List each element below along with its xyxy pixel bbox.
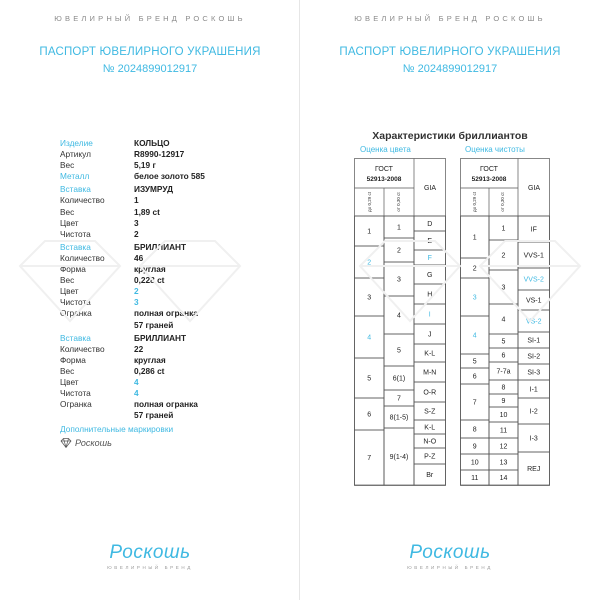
insert1-qty bbox=[60, 195, 270, 206]
spec-value: 2 bbox=[134, 286, 139, 297]
color-cell-gia: F bbox=[427, 255, 432, 262]
clarity-cell-b: 7-7a bbox=[496, 368, 511, 376]
clarity-cell-gia: REJ bbox=[527, 466, 541, 473]
small-logo-text: Роскошь bbox=[75, 438, 112, 449]
spec-value: БРИЛЛИАНТ bbox=[134, 241, 187, 252]
brand-line: ЮВЕЛИРНЫЙ БРЕНД РОСКОШЬ bbox=[54, 14, 246, 23]
clarity-cell-gia: I-1 bbox=[529, 386, 538, 394]
spec-label: Цвет bbox=[60, 217, 79, 228]
clarity-cell-b: 2 bbox=[501, 252, 506, 260]
characteristics-title: Характеристики бриллиантов bbox=[372, 130, 528, 142]
insert3-shape bbox=[60, 355, 270, 366]
spec-value: 22 bbox=[134, 343, 144, 354]
spec-label: Цвет bbox=[60, 286, 79, 297]
spec-label: Форма bbox=[60, 264, 86, 275]
color-cell-gia: P-Z bbox=[424, 453, 436, 461]
clarity-cell-gia: VS-2 bbox=[525, 318, 542, 326]
color-cell-a: 1 bbox=[367, 228, 372, 236]
clarity-cell-a: 3 bbox=[472, 294, 477, 302]
color-cell-a: 4 bbox=[367, 334, 372, 342]
spec-label: Вставка bbox=[60, 184, 91, 195]
logo-subtitle: ЮВЕЛИРНЫЙ БРЕНД bbox=[107, 565, 193, 570]
spec-value: 2 bbox=[134, 228, 139, 239]
clarity-cell-a: 6 bbox=[472, 373, 477, 381]
color-cell-a: 2 bbox=[367, 259, 372, 267]
spec-label: Огранка bbox=[60, 399, 92, 410]
spec-label: Изделие bbox=[60, 138, 93, 148]
color-cell-b: 3 bbox=[397, 276, 401, 284]
insert3-cut2 bbox=[60, 410, 270, 421]
insert3-row bbox=[60, 333, 270, 344]
color-grade-title: Оценка цвета bbox=[360, 145, 411, 154]
col-a-header: до 0,29 ct bbox=[367, 192, 372, 212]
color-cell-b: 4 bbox=[397, 312, 401, 320]
clarity-cell-gia: VVS-2 bbox=[523, 276, 544, 284]
insert3-weight bbox=[60, 366, 270, 377]
color-cell-b: 9(1-4) bbox=[389, 454, 409, 461]
spec-label: Цвет bbox=[60, 376, 79, 387]
brand-logo-right bbox=[300, 542, 600, 570]
clarity-cell-b: 1 bbox=[501, 225, 506, 233]
insert3-clarity bbox=[60, 388, 270, 399]
color-cell-a: 6 bbox=[367, 411, 372, 419]
color-cell-gia: J bbox=[428, 331, 432, 339]
color-cell-gia: Br bbox=[426, 472, 434, 479]
spec-value: 0,228 ct bbox=[134, 275, 165, 286]
clarity-cell-b: 8 bbox=[501, 384, 506, 392]
clarity-cell-b: 9 bbox=[501, 398, 506, 405]
logo-subtitle: ЮВЕЛИРНЫЙ БРЕНД bbox=[407, 565, 493, 570]
brand-logo-left bbox=[0, 542, 300, 570]
spec-value: 0,286 ct bbox=[134, 365, 165, 376]
spec-value: 3 bbox=[134, 297, 139, 308]
spec-label: Огранка bbox=[60, 308, 92, 319]
color-cell-gia: N-O bbox=[423, 438, 437, 446]
clarity-cell-gia: I-2 bbox=[529, 408, 538, 416]
spec-value: БРИЛЛИАНТ bbox=[134, 332, 187, 343]
clarity-cell-gia: SI-2 bbox=[527, 353, 541, 361]
clarity-cell-a: 4 bbox=[472, 332, 477, 340]
insert1-weight bbox=[60, 207, 270, 218]
color-cell-a: 3 bbox=[367, 294, 372, 302]
spec-label: Металл bbox=[60, 171, 90, 182]
color-cell-b: 6(1) bbox=[392, 375, 406, 383]
insert1-row bbox=[60, 184, 270, 195]
spec-label: Вставка bbox=[60, 332, 91, 343]
spec-label: Вес bbox=[60, 365, 75, 376]
spec-value: полная огранка bbox=[134, 399, 198, 410]
spec-row-metal bbox=[60, 171, 270, 182]
color-cell-b: 5 bbox=[397, 347, 401, 355]
spec-label: Вставка bbox=[60, 241, 91, 252]
extra-markings-label: Дополнительные маркировки bbox=[60, 424, 174, 435]
spec-label: Вес bbox=[60, 275, 75, 286]
passport-title: ПАСПОРТ ЮВЕЛИРНОГО УКРАШЕНИЯ bbox=[339, 46, 561, 58]
clarity-cell-b: 12 bbox=[499, 443, 508, 451]
color-cell-b: 8(1-5) bbox=[389, 414, 409, 422]
spec-value: круглая bbox=[134, 264, 166, 275]
spec-value: 3 bbox=[134, 217, 139, 228]
gost-label: ГОСТ bbox=[375, 166, 393, 173]
clarity-cell-gia: I-3 bbox=[529, 435, 538, 443]
gost-number: 52913-2008 bbox=[471, 176, 507, 183]
spec-row-item bbox=[60, 138, 270, 149]
diamond-icon bbox=[60, 438, 72, 448]
color-cell-gia: K-L bbox=[424, 350, 436, 358]
spec-value: 4 bbox=[134, 376, 139, 387]
color-cell-gia: M-N bbox=[423, 369, 437, 377]
clarity-cell-gia: IF bbox=[530, 226, 537, 234]
color-cell-b: 7 bbox=[397, 395, 401, 403]
color-cell-gia: I bbox=[428, 311, 431, 319]
watermark-diamonds bbox=[0, 226, 600, 326]
small-brand-logo bbox=[60, 438, 270, 448]
spec-value: белое золото 585 bbox=[134, 171, 205, 182]
clarity-cell-b: 13 bbox=[499, 459, 508, 467]
spec-value: полная огранка bbox=[134, 308, 198, 319]
color-cell-b: 2 bbox=[397, 247, 401, 255]
spec-value: 57 граней bbox=[134, 319, 174, 330]
spec-value: 5,19 г bbox=[134, 160, 156, 171]
col-b-header: от 0,30 ct bbox=[500, 192, 505, 212]
spec-value: 57 граней bbox=[134, 410, 174, 421]
spec-label: Количество bbox=[60, 252, 105, 263]
spec-label: Вес bbox=[60, 206, 75, 217]
spec-value: 1,89 ct bbox=[134, 206, 160, 217]
clarity-cell-gia: SI-3 bbox=[527, 369, 541, 377]
gia-label: GIA bbox=[423, 185, 437, 192]
gia-label: GIA bbox=[527, 185, 541, 192]
clarity-cell-a: 2 bbox=[472, 265, 477, 273]
color-cell-gia: S-Z bbox=[424, 408, 436, 416]
passport-title: ПАСПОРТ ЮВЕЛИРНОГО УКРАШЕНИЯ bbox=[39, 46, 261, 58]
color-cell-gia: H bbox=[427, 291, 433, 299]
clarity-grade-title: Оценка чистоты bbox=[465, 145, 525, 154]
clarity-cell-b: 5 bbox=[501, 338, 506, 346]
color-cell-gia: D bbox=[427, 221, 433, 228]
clarity-cell-a: 10 bbox=[470, 459, 479, 467]
gost-number: 52913-2008 bbox=[366, 176, 402, 183]
passport-number: № 2024899012917 bbox=[402, 63, 498, 75]
clarity-cell-a: 8 bbox=[472, 426, 477, 434]
clarity-cell-a: 5 bbox=[472, 358, 477, 366]
spec-value: 1 bbox=[134, 195, 139, 206]
col-a-header: до 0,29 ct bbox=[472, 192, 477, 212]
color-cell-b: 1 bbox=[397, 224, 401, 232]
clarity-cell-b: 14 bbox=[499, 475, 508, 482]
spec-label: Артикул bbox=[60, 149, 91, 160]
spec-label: Вес bbox=[60, 160, 75, 171]
color-cell-gia: K-L bbox=[424, 424, 436, 432]
clarity-cell-b: 6 bbox=[501, 352, 506, 360]
spec-value: R8990-12917 bbox=[134, 149, 185, 160]
spec-row-article bbox=[60, 149, 270, 160]
spec-row-weight bbox=[60, 160, 270, 171]
color-cell-gia: G bbox=[427, 272, 433, 279]
clarity-cell-b: 4 bbox=[501, 316, 506, 324]
color-cell-gia: O-R bbox=[423, 389, 437, 397]
col-b-header: от 0,30 ct bbox=[396, 192, 401, 212]
passport-number: № 2024899012917 bbox=[102, 63, 198, 75]
gost-label: ГОСТ bbox=[480, 166, 498, 173]
clarity-cell-gia: SI-1 bbox=[527, 337, 541, 345]
spec-value: ИЗУМРУД bbox=[134, 184, 173, 195]
clarity-cell-a: 9 bbox=[472, 443, 477, 451]
clarity-cell-a: 7 bbox=[472, 399, 477, 407]
clarity-cell-gia: VVS-1 bbox=[523, 252, 544, 260]
logo-word: Роскошь bbox=[409, 542, 491, 563]
spec-label: Чистота bbox=[60, 228, 91, 239]
clarity-cell-a: 1 bbox=[472, 234, 477, 242]
spec-value: круглая bbox=[134, 354, 166, 365]
clarity-cell-gia: VS-1 bbox=[525, 297, 542, 305]
insert3-qty bbox=[60, 344, 270, 355]
insert3-color bbox=[60, 377, 270, 388]
brand-line: ЮВЕЛИРНЫЙ БРЕНД РОСКОШЬ bbox=[354, 14, 546, 23]
spec-label: Чистота bbox=[60, 297, 91, 308]
color-cell-a: 5 bbox=[367, 375, 372, 383]
clarity-cell-a: 11 bbox=[471, 475, 479, 482]
spec-label: Количество bbox=[60, 195, 105, 206]
spec-label: Чистота bbox=[60, 388, 91, 399]
clarity-cell-b: 3 bbox=[501, 284, 506, 292]
spec-label: Количество bbox=[60, 343, 105, 354]
color-cell-a: 7 bbox=[367, 455, 372, 462]
color-cell-gia: E bbox=[427, 238, 433, 245]
logo-word: Роскошь bbox=[109, 542, 191, 563]
insert3-cut bbox=[60, 399, 270, 410]
clarity-cell-b: 11 bbox=[499, 427, 508, 435]
spec-label: Форма bbox=[60, 354, 86, 365]
clarity-cell-b: 10 bbox=[499, 412, 508, 419]
spec-value: 4 bbox=[134, 388, 139, 399]
spec-value: КОЛЬЦО bbox=[134, 138, 170, 148]
spec-value: 46 bbox=[134, 252, 144, 263]
